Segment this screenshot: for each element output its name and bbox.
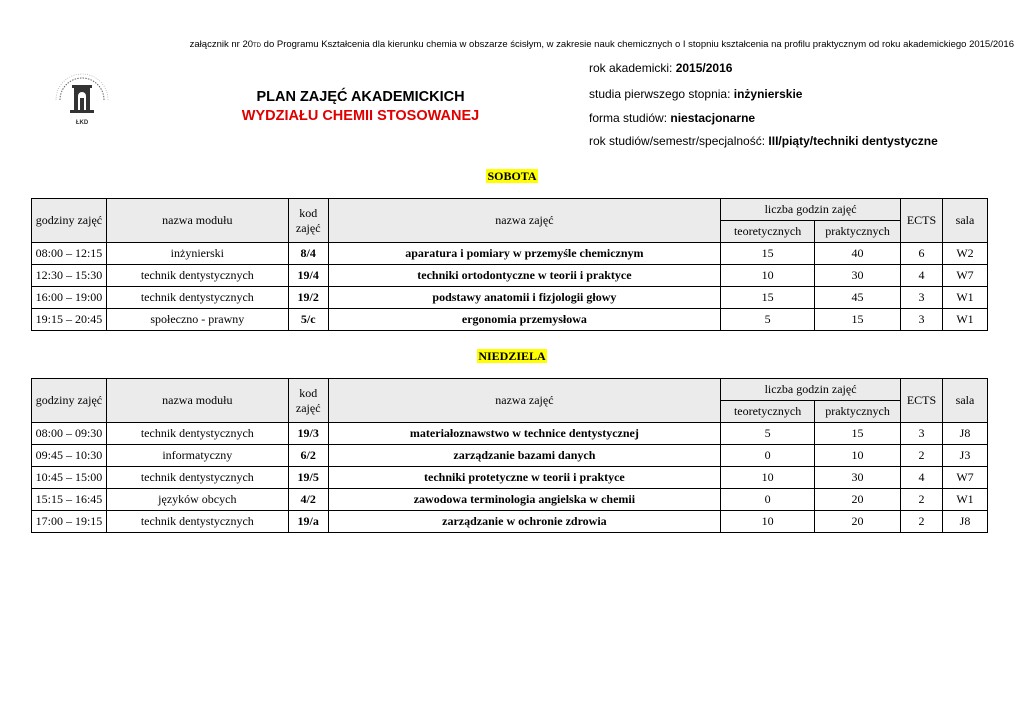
schedule-table-saturday (31, 198, 988, 331)
cell-practice: 30 (815, 265, 901, 287)
cell-code: 4/2 (288, 489, 328, 511)
cell-practice: 45 (815, 287, 901, 309)
plan-title (218, 88, 503, 126)
cell-ects: 3 (901, 423, 943, 445)
cell-ects: 3 (901, 287, 943, 309)
cell-class-name: aparatura i pomiary w przemyśle chemicznym (328, 243, 720, 265)
cell-room: J3 (942, 445, 987, 467)
header-hours-group: liczba godzin zajęć (721, 379, 901, 401)
header-practice: praktycznych (815, 221, 901, 243)
table-row (32, 511, 988, 533)
cell-class-name: zawodowa terminologia angielska w chemii (328, 489, 720, 511)
cell-module: technik dentystycznych (106, 511, 288, 533)
cell-module: społeczno - prawny (106, 309, 288, 331)
cell-ects: 3 (901, 309, 943, 331)
cell-room: J8 (942, 423, 987, 445)
cell-class-name: techniki protetyczne w teorii i praktyce (328, 467, 720, 489)
cell-room: W1 (942, 489, 987, 511)
cell-room: W1 (942, 287, 987, 309)
header-class-name: nazwa zajęć (328, 199, 720, 243)
cell-room: J8 (942, 511, 987, 533)
cell-practice: 20 (815, 511, 901, 533)
cell-theory: 15 (721, 243, 815, 265)
cell-theory: 0 (721, 489, 815, 511)
info-academic-year: rok akademicki: 2015/2016 (589, 61, 733, 75)
header-practice: praktycznych (815, 401, 901, 423)
cell-code: 19/2 (288, 287, 328, 309)
plan-title-line1: PLAN ZAJĘĆ AKADEMICKICH (256, 89, 465, 105)
cell-class-name: techniki ortodontyczne w teorii i praktyce (328, 265, 720, 287)
cell-practice: 40 (815, 243, 901, 265)
cell-room: W7 (942, 265, 987, 287)
cell-module: technik dentystycznych (106, 265, 288, 287)
cell-code: 19/a (288, 511, 328, 533)
cell-theory: 5 (721, 309, 815, 331)
table-row (32, 489, 988, 511)
info-study-form: forma studiów: niestacjonarne (589, 111, 756, 125)
header-code: kod zajęć (288, 379, 328, 423)
header-theory: teoretycznych (721, 401, 815, 423)
cell-code: 19/4 (288, 265, 328, 287)
header-module: nazwa modułu (106, 199, 288, 243)
cell-practice: 30 (815, 467, 901, 489)
cell-module: inżynierski (106, 243, 288, 265)
cell-theory: 10 (721, 265, 815, 287)
cell-ects: 2 (901, 511, 943, 533)
cell-theory: 0 (721, 445, 815, 467)
schedule-table-sunday (31, 378, 988, 533)
info-year-semester-specialty: rok studiów/semestr/specjalność: III/piąty/techniki dentystyczne (589, 134, 938, 148)
header-room: sala (942, 379, 987, 423)
cell-module: informatyczny (106, 445, 288, 467)
cell-theory: 15 (721, 287, 815, 309)
cell-practice: 10 (815, 445, 901, 467)
cell-time: 12:30 – 15:30 (32, 265, 107, 287)
cell-code: 19/5 (288, 467, 328, 489)
cell-practice: 20 (815, 489, 901, 511)
cell-time: 15:15 – 16:45 (32, 489, 107, 511)
cell-code: 8/4 (288, 243, 328, 265)
table-row (32, 445, 988, 467)
header-hours: godziny zajęć (32, 379, 107, 423)
cell-module: technik dentystycznych (106, 287, 288, 309)
header-ects: ECTS (901, 379, 943, 423)
cell-time: 08:00 – 09:30 (32, 423, 107, 445)
cell-room: W2 (942, 243, 987, 265)
table-row (32, 243, 988, 265)
cell-class-name: zarządzanie bazami danych (328, 445, 720, 467)
table-row (32, 265, 988, 287)
faculty-title: WYDZIAŁU CHEMII STOSOWANEJ (241, 108, 480, 124)
cell-ects: 4 (901, 467, 943, 489)
day-heading-saturday: SOBOTA (487, 169, 537, 183)
cell-time: 19:15 – 20:45 (32, 309, 107, 331)
cell-code: 6/2 (288, 445, 328, 467)
svg-text:ŁKD: ŁKD (75, 120, 89, 126)
cell-room: W7 (942, 467, 987, 489)
program-attachment-note: załącznik nr 20TD do Programu Kształcenia dla kierunku chemia w obszarze ścisłym, w zakresie nauk chemicznych o I stopniu kształcenia na profilu praktycznym od roku akademickiego 2015/2016 (189, 39, 1014, 50)
header-code: kod zajęć (288, 199, 328, 243)
cell-class-name: zarządzanie w ochronie zdrowia (328, 511, 720, 533)
cell-time: 09:45 – 10:30 (32, 445, 107, 467)
header-module: nazwa modułu (106, 379, 288, 423)
table-header-row (32, 199, 988, 221)
cell-theory: 10 (721, 467, 815, 489)
cell-module: technik dentystycznych (106, 423, 288, 445)
cell-ects: 2 (901, 489, 943, 511)
university-seal-logo (52, 70, 112, 128)
cell-room: W1 (942, 309, 987, 331)
cell-theory: 5 (721, 423, 815, 445)
cell-practice: 15 (815, 309, 901, 331)
cell-module: języków obcych (106, 489, 288, 511)
table-row (32, 467, 988, 489)
table-row (32, 423, 988, 445)
cell-time: 17:00 – 19:15 (32, 511, 107, 533)
cell-class-name: podstawy anatomii i fizjologii głowy (328, 287, 720, 309)
cell-practice: 15 (815, 423, 901, 445)
cell-class-name: materiałoznawstwo w technice dentystycznej (328, 423, 720, 445)
header-theory: teoretycznych (721, 221, 815, 243)
day-heading-sunday: NIEDZIELA (478, 349, 546, 363)
table-row (32, 287, 988, 309)
cell-time: 10:45 – 15:00 (32, 467, 107, 489)
header-hours: godziny zajęć (32, 199, 107, 243)
header-room: sala (942, 199, 987, 243)
cell-code: 5/c (288, 309, 328, 331)
cell-ects: 2 (901, 445, 943, 467)
cell-theory: 10 (721, 511, 815, 533)
cell-code: 19/3 (288, 423, 328, 445)
cell-class-name: ergonomia przemysłowa (328, 309, 720, 331)
table-row (32, 309, 988, 331)
header-class-name: nazwa zajęć (328, 379, 720, 423)
header-ects: ECTS (901, 199, 943, 243)
info-study-level: studia pierwszego stopnia: inżynierskie (589, 87, 803, 101)
cell-ects: 4 (901, 265, 943, 287)
header-hours-group: liczba godzin zajęć (721, 199, 901, 221)
cell-time: 16:00 – 19:00 (32, 287, 107, 309)
cell-ects: 6 (901, 243, 943, 265)
cell-time: 08:00 – 12:15 (32, 243, 107, 265)
table-header-row (32, 379, 988, 401)
cell-module: technik dentystycznych (106, 467, 288, 489)
